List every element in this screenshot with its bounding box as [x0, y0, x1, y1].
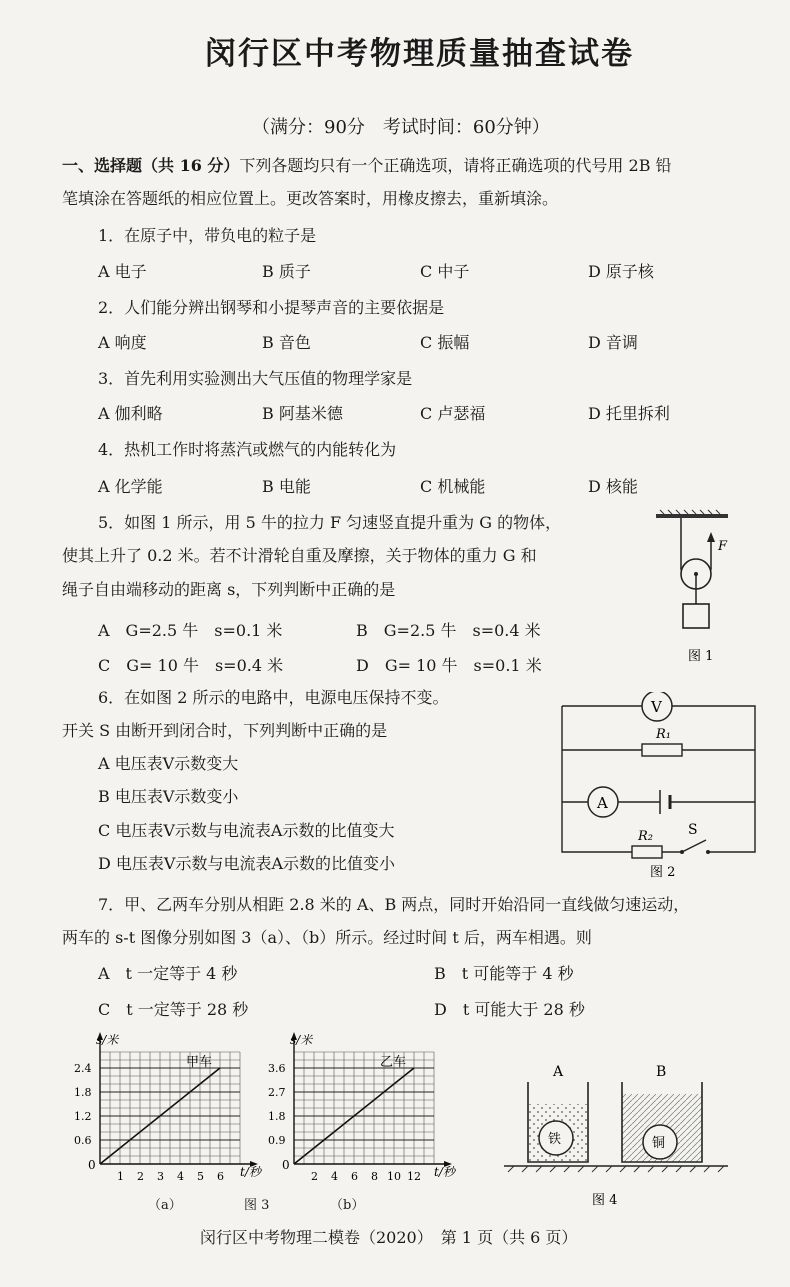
weight-block [683, 604, 709, 628]
question-4-option-a: A 化学能 [98, 477, 163, 496]
ceiling [656, 514, 728, 518]
question-1-option-d: D 原子核 [588, 262, 654, 281]
question-2-option-d: D 音调 [588, 333, 638, 352]
question-7-line1: 7．甲、乙两车分别从相距 2.8 米的 A、B 两点，同时开始沿同一直线做匀速运动， [98, 895, 690, 914]
question-1-option-a: A 电子 [98, 262, 147, 281]
section-intro-line1 [62, 156, 672, 176]
question-2-option-a: A 响度 [98, 333, 147, 352]
question-4-option-c: C 机械能 [420, 477, 486, 496]
series-label-jia: 甲车 [186, 1055, 213, 1070]
x-tick-label: 6 [217, 1170, 224, 1183]
figure-3b-sublabel: （b） [330, 1198, 365, 1213]
figure-1-caption: 图 1 [688, 649, 714, 664]
wire-right [672, 706, 755, 852]
question-2-option-c: C 振幅 [420, 333, 470, 352]
switch-blade [682, 840, 706, 852]
question-5-option-c: C G= 10 牛 s=0.4 米 [98, 656, 284, 675]
question-4-stem: 4．热机工作时将蒸汽或燃气的内能转化为 [98, 440, 397, 459]
question-5-line2: 使其上升了 0.2 米。若不计滑轮自重及摩擦，关于物体的重力 G 和 [62, 546, 537, 565]
question-3-option-b: B 阿基米德 [262, 404, 343, 423]
question-7-option-b: B t 可能等于 4 秒 [434, 964, 574, 983]
question-4-option-d: D 核能 [588, 477, 638, 496]
question-6-line1: 6．在如图 2 所示的电路中，电源电压保持不变。 [98, 688, 449, 707]
section-instruction: 下列各题均只有一个正确选项，请将正确选项的代号用 2B 铅 [239, 156, 672, 175]
question-1-stem: 1．在原子中，带负电的粒子是 [98, 226, 317, 245]
figure-2-caption: 图 2 [650, 865, 676, 880]
question-5-line1: 5．如图 1 所示，用 5 牛的拉力 F 匀速竖直提升重为 G 的物体， [98, 513, 562, 532]
figure-4-caption: 图 4 [592, 1193, 618, 1208]
origin-label: 0 [88, 1158, 96, 1172]
question-1-option-c: C 中子 [420, 262, 470, 281]
y-tick-label: 1.8 [74, 1086, 92, 1099]
x-tick-label: 12 [407, 1170, 421, 1183]
page-footer: 闵行区中考物理二模卷（2020） 第 1 页（共 6 页） [200, 1228, 578, 1247]
r1-label: R₁ [656, 727, 671, 742]
ground-hatch [508, 1166, 724, 1172]
y-tick-label: 0.9 [268, 1134, 286, 1147]
question-3-option-a: A 伽利略 [98, 404, 163, 423]
question-1-option-b: B 质子 [262, 262, 311, 281]
figure-2-circuit [560, 692, 760, 882]
voltmeter-label: V [651, 698, 662, 716]
question-7-line2: 两车的 s-t 图像分别如图 3（a）、（b）所示。经过时间 t 后，两车相遇。则 [62, 928, 592, 947]
figure-3a-sublabel: （a） [148, 1198, 182, 1213]
question-3-option-d: D 托里拆利 [588, 404, 670, 423]
x-tick-label: 5 [197, 1170, 204, 1183]
question-5-option-a: A G=2.5 牛 s=0.1 米 [98, 621, 283, 640]
y-tick-label: 2.4 [74, 1062, 92, 1075]
question-3-stem: 3．首先利用实验测出大气压值的物理学家是 [98, 369, 413, 388]
y-axis-label: s/米 [290, 1033, 313, 1047]
question-7-option-c: C t 一定等于 28 秒 [98, 1000, 249, 1019]
container-b-label: B [656, 1064, 667, 1080]
page-subtitle: （满分：90分 考试时间：60分钟） [252, 117, 550, 138]
question-5-option-b: B G=2.5 牛 s=0.4 米 [356, 621, 541, 640]
y-tick-label: 3.6 [268, 1062, 286, 1075]
x-tick-label: 4 [331, 1170, 338, 1183]
question-4-option-b: B 电能 [262, 477, 311, 496]
r2-label: R₂ [638, 829, 653, 844]
page-title: 闵行区中考物理质量抽查试卷 [205, 36, 634, 72]
x-tick-label: 8 [371, 1170, 378, 1183]
question-6-option-b: B 电压表V示数变小 [98, 787, 239, 806]
question-7-option-d: D t 可能大于 28 秒 [434, 1000, 585, 1019]
y-tick-label: 1.8 [268, 1110, 286, 1123]
figure-1-pulley [650, 508, 740, 668]
question-6-option-c: C 电压表V示数与电流表A示数的比值变大 [98, 821, 395, 840]
x-tick-label: 6 [351, 1170, 358, 1183]
figure-3-caption: 图 3 [244, 1198, 270, 1213]
question-7-option-a: A t 一定等于 4 秒 [98, 964, 238, 983]
copper-ball-label: 铜 [652, 1136, 666, 1151]
section-heading: 一、选择题（共 16 分） [62, 156, 240, 175]
switch-contact [706, 850, 710, 854]
question-2-option-b: B 音色 [262, 333, 311, 352]
question-6-line2: 开关 S 由断开到闭合时，下列判断中正确的是 [62, 721, 388, 740]
question-5-line3: 绳子自由端移动的距离 s，下列判断中正确的是 [62, 580, 396, 599]
figure-4-containers [500, 1058, 740, 1218]
x-axis-label: t/秒 [240, 1165, 261, 1179]
x-tick-label: 1 [117, 1170, 124, 1183]
ammeter-label: A [597, 794, 608, 812]
force-arrow [707, 532, 715, 542]
resistor-r2 [632, 846, 662, 858]
iron-ball-label: 铁 [548, 1132, 562, 1147]
question-6-option-d: D 电压表V示数与电流表A示数的比值变小 [98, 854, 396, 873]
y-tick-label: 1.2 [74, 1110, 92, 1123]
figure-3b-chart [250, 1030, 480, 1190]
resistor-r1 [642, 744, 682, 756]
question-6-option-a: A 电压表V示数变大 [98, 754, 239, 773]
x-tick-label: 2 [137, 1170, 144, 1183]
switch-label: S [688, 822, 698, 838]
section-intro-line2: 笔填涂在答题纸的相应位置上。更改答案时，用橡皮擦去，重新填涂。 [62, 189, 559, 208]
y-tick-label: 2.7 [268, 1086, 286, 1099]
question-5-option-d: D G= 10 牛 s=0.1 米 [356, 656, 542, 675]
wire-left [562, 706, 632, 852]
x-tick-label: 2 [311, 1170, 318, 1183]
x-tick-label: 3 [157, 1170, 164, 1183]
tick-labels [74, 1062, 224, 1183]
y-axis-label: s/米 [96, 1033, 119, 1047]
origin-label: 0 [282, 1158, 290, 1172]
question-2-stem: 2．人们能分辨出钢琴和小提琴声音的主要依据是 [98, 298, 445, 317]
x-tick-label: 10 [387, 1170, 401, 1183]
x-axis-label: t/秒 [434, 1165, 455, 1179]
series-label-yi: 乙车 [380, 1055, 407, 1070]
figure-3a-chart [60, 1030, 270, 1190]
ceiling-hatch [660, 510, 720, 514]
y-tick-label: 0.6 [74, 1134, 92, 1147]
x-tick-label: 4 [177, 1170, 184, 1183]
force-label: F [718, 539, 728, 554]
container-a-label: A [553, 1064, 564, 1080]
question-3-option-c: C 卢瑟福 [420, 404, 486, 423]
